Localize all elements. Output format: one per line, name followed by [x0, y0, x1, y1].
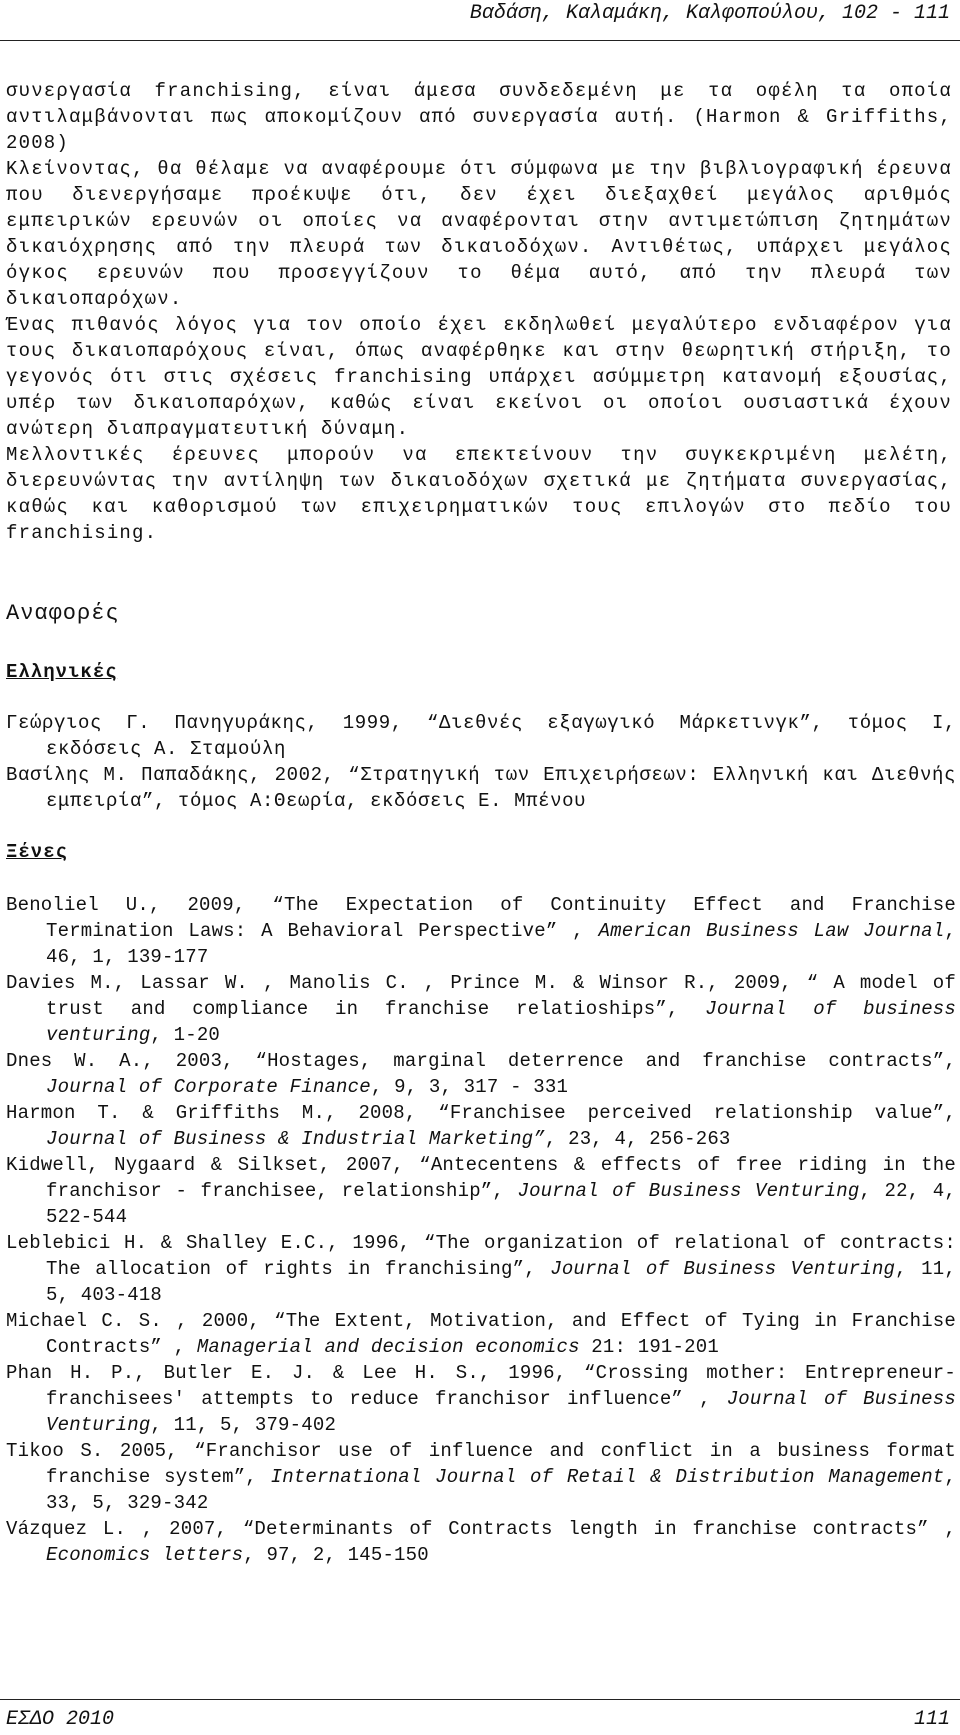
- running-header: Βαδάση, Καλαμάκη, Καλφοπούλου, 102 - 111: [469, 2, 950, 25]
- body-text: [6, 78, 952, 546]
- references-title: Αναφορές: [6, 601, 120, 626]
- greek-references-heading: Ελληνικές: [6, 661, 118, 683]
- reference-entry: [6, 1360, 956, 1438]
- foreign-references-list: [6, 892, 956, 1568]
- reference-details: , 22, 4, 522-544: [46, 1180, 956, 1228]
- paragraph: Ένας πιθανός λόγος για τον οποίο έχει εκδηλωθεί μεγαλύτερο ενδιαφέρον για τους δικαιοπαρόχους είναι, όπως αναφέρθηκε και στην θεωρητική στήριξη, το γεγονός ότι στις σχέσεις franchising υπάρχει ασύμμετρη κατανομή εξουσίας, υπέρ των δικαιοπαρόχων, καθώς είναι εκείνοι οι οποίοι ουσιαστικά έχουν ανώτερη διαπραγματευτική δύναμη.: [6, 314, 952, 440]
- journal-name: Managerial and decision economics: [196, 1336, 580, 1358]
- reference-entry: [6, 1100, 956, 1152]
- reference-text: Harmon T. & Griffiths M., 2008, “Franchisee perceived relationship value”,: [6, 1102, 956, 1124]
- paragraph: συνεργασία franchising, είναι άμεσα συνδεδεμένη με τα οφέλη τα οποία αντιλαμβάνονται πως αποκομίζουν από συνεργασία αυτή. (Harmon & Griffiths, 2008): [6, 80, 952, 154]
- reference-text: Vázquez L. , 2007, “Determinants of Contracts length in franchise contracts” ,: [6, 1518, 956, 1540]
- reference-text: Leblebici H. & Shalley E.C., 1996, “The organization of relational of contracts: The allocation of rights in franchising”,: [6, 1232, 956, 1280]
- reference-details: , 33, 5, 329-342: [46, 1466, 957, 1514]
- footer-rule: [0, 1699, 960, 1700]
- reference-details: , 46, 1, 139-177: [46, 920, 956, 968]
- reference-details: , 1-20: [150, 1024, 221, 1046]
- journal-name: Journal of Business Venturing: [550, 1258, 896, 1280]
- reference-details: 21: 191-201: [579, 1336, 719, 1358]
- paragraph: Κλείνοντας, θα θέλαμε να αναφέρουμε ότι σύμφωνα με την βιβλιογραφική έρευνα που διενεργήσαμε προέκυψε ότι, δεν έχει διεξαχθεί μεγάλος αριθμός εμπειρικών ερευνών οι οποίες να αναφέρονται στην αντιμετώπιση ζητημάτων δικαιόχρησης από την πλευρά των δικαιοδόχων. Αντιθέτως, υπάρχει μεγάλος όγκος ερευνών που προσεγγίζουν το θέμα αυτό, από την πλευρά των δικαιοπαρόχων.: [6, 158, 952, 310]
- reference-details: , 11, 5, 379-402: [150, 1414, 337, 1436]
- reference-entry: [6, 970, 956, 1048]
- greek-references-list: [6, 710, 956, 814]
- journal-name: American Business Law Journal: [598, 920, 945, 942]
- reference-details: , 11, 5, 403-418: [46, 1258, 956, 1306]
- reference-text: Michael C. S. , 2000, “The Extent, Motivation, and Effect of Tying in Franchise Contracts” ,: [6, 1310, 956, 1358]
- reference-entry: [6, 1308, 956, 1360]
- reference-entry: [6, 1438, 956, 1516]
- header-rule: [0, 40, 960, 41]
- reference-entry: [6, 892, 956, 970]
- reference-entry: [6, 710, 956, 762]
- paragraph: Μελλοντικές έρευνες μπορούν να επεκτείνουν την συγκεκριμένη μελέτη, διερευνώντας την αντίληψη των δικαιοδόχων σχετικά με ζητήματα συνεργασίας, καθώς και καθορισμού των επιχειρηματικών τους επιλογών στο πεδίο του franchising.: [6, 444, 952, 544]
- reference-entry: [6, 1230, 956, 1308]
- reference-entry: [6, 1048, 956, 1100]
- journal-name: Journal of Business & Industrial Marketing”: [46, 1128, 545, 1150]
- reference-text: Βασίλης Μ. Παπαδάκης, 2002, “Στρατηγική των Επιχειρήσεων: Ελληνική και Διεθνής εμπειρία”, τόμος Α:Θεωρία, εκδόσεις Ε. Μπένου: [6, 764, 956, 812]
- page-number: 111: [913, 1708, 950, 1731]
- journal-name: International Journal of Retail & Distribution Management: [270, 1466, 945, 1488]
- reference-details: , 9, 3, 317 - 331: [370, 1076, 569, 1098]
- journal-name: Journal of Business Venturing: [517, 1180, 860, 1202]
- reference-entry: [6, 1516, 956, 1568]
- reference-text: Dnes W. A., 2003, “Hostages, marginal deterrence and franchise contracts”,: [6, 1050, 956, 1072]
- reference-entry: [6, 762, 956, 814]
- reference-text: Tikoo S. 2005, “Franchisor use of influence and conflict in a business format franchise system”,: [6, 1440, 956, 1488]
- reference-entry: [6, 1152, 956, 1230]
- journal-name: Journal of Corporate Finance: [46, 1076, 371, 1098]
- journal-name: Economics letters: [46, 1544, 244, 1566]
- reference-details: , 23, 4, 256-263: [544, 1128, 731, 1150]
- reference-text: Γεώργιος Γ. Πανηγυράκης, 1999, “Διεθνές εξαγωγικό Μάρκετινγκ”, τόμος Ι, εκδόσεις Α. Σταμούλη: [6, 712, 956, 760]
- foreign-references-heading: Ξένες: [6, 841, 69, 863]
- reference-text: Kidwell, Nygaard & Silkset, 2007, “Antecentens & effects of free riding in the franchisor - franchisee, relationship”,: [6, 1154, 956, 1202]
- footer-journal: ΕΣΔΟ 2010: [6, 1708, 115, 1731]
- reference-details: , 97, 2, 145-150: [243, 1544, 429, 1566]
- reference-text: Davies M., Lassar W. , Manolis C. , Prince M. & Winsor R., 2009, “ A model of trust and compliance in franchise relatioships”,: [6, 972, 956, 1020]
- journal-name: Journal of business venturing: [46, 998, 956, 1046]
- journal-name: Journal of Business Venturing: [46, 1388, 956, 1436]
- reference-text: Phan H. P., Butler E. J. & Lee H. S., 1996, “Crossing mother: Entrepreneur-franchisees' attempts to reduce franchisor influence” ,: [6, 1362, 956, 1410]
- reference-text: Benoliel U., 2009, “The Expectation of Continuity Effect and Franchise Termination Laws: A Behavioral Perspective” ,: [6, 894, 956, 942]
